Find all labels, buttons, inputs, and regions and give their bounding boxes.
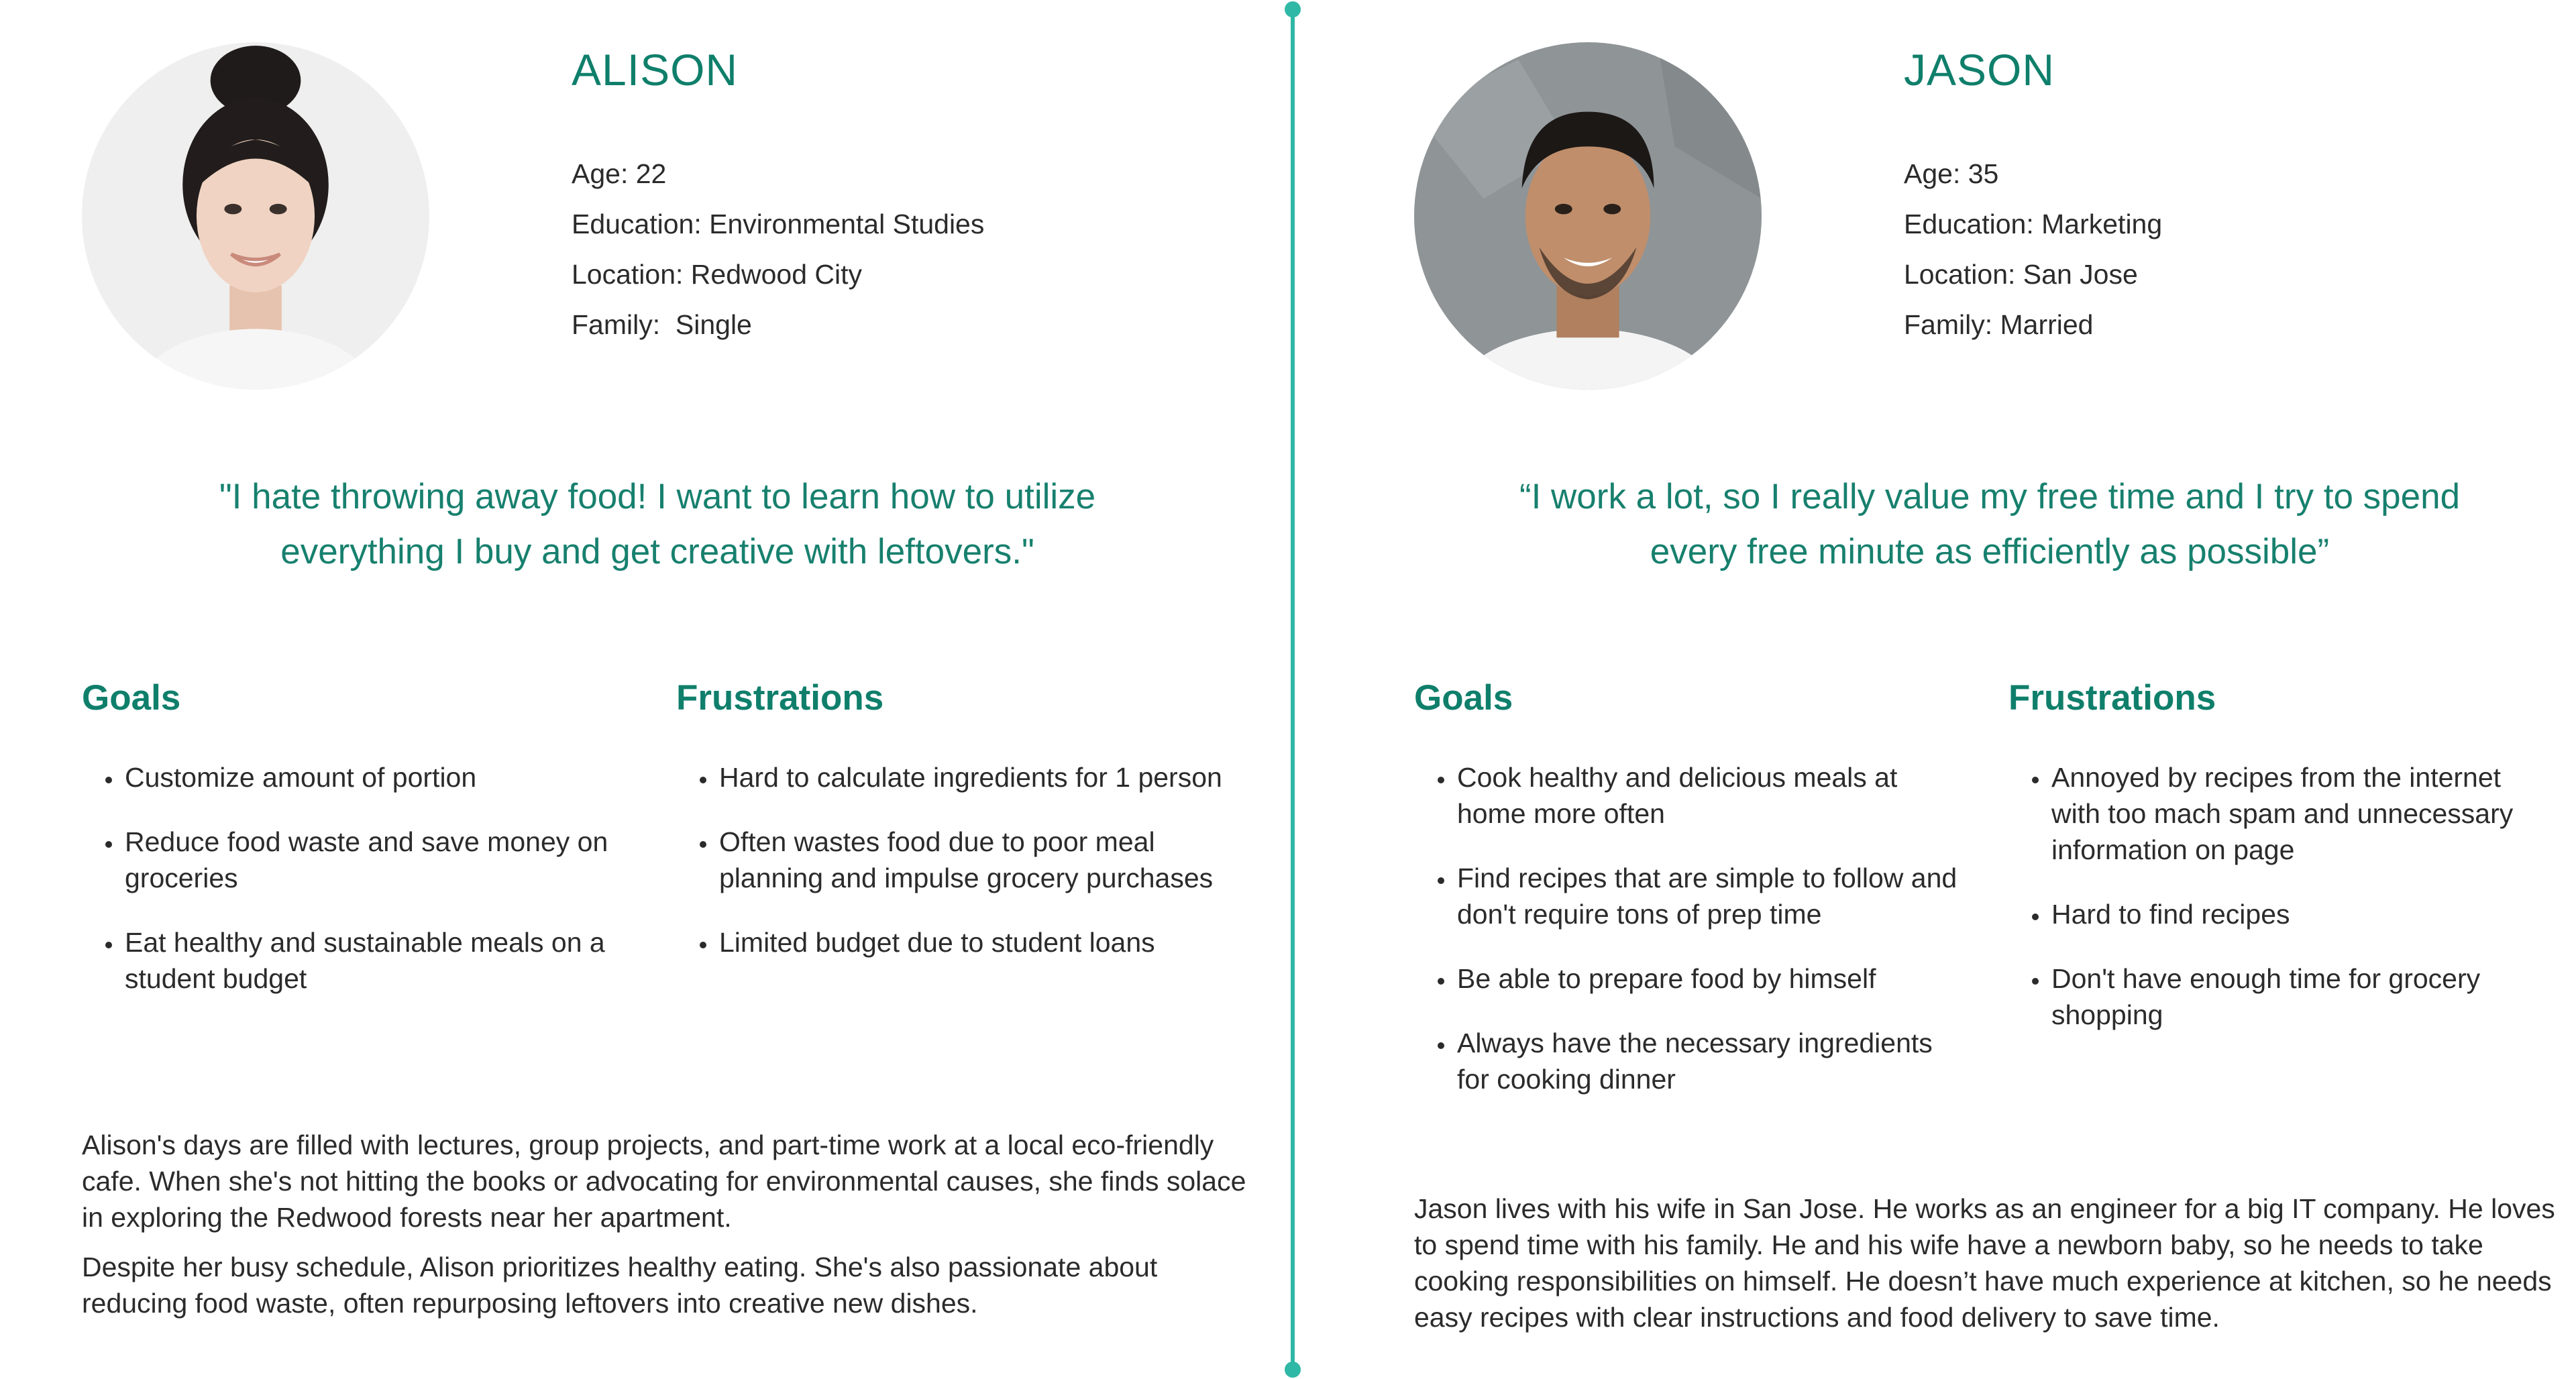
frustrations-heading: Frustrations <box>2008 678 2216 718</box>
persona-card-alison <box>0 0 1248 1379</box>
persona-bio <box>82 1127 1249 1335</box>
info-age: Age: 35 <box>1904 158 1999 189</box>
divider-dot-bottom <box>1285 1362 1301 1378</box>
frustration-item: • Annoyed by recipes from the internet with too mach spam and unnecessary information on page <box>2050 759 2546 868</box>
persona-name: JASON <box>1904 45 2055 95</box>
frustrations-heading: Frustrations <box>676 678 884 718</box>
persona-bio <box>1414 1191 2576 1349</box>
frustration-item: • Don't have enough time for grocery shopping <box>2050 960 2546 1033</box>
frustrations-list <box>2008 759 2546 1061</box>
persona-info <box>1904 149 2162 350</box>
goal-item: • Cook healthy and delicious meals at home more often <box>1456 759 1966 832</box>
goal-item: • Customize amount of portion <box>123 759 647 795</box>
alison-avatar <box>82 42 429 390</box>
bio-paragraph: Alison's days are filled with lectures, group projects, and part-time work at a local eco-friendly cafe. When she's not hitting the books or advocating for environmental causes, she finds solace in exploring the Redwood forests near her apartment. <box>82 1129 1246 1233</box>
man-portrait-icon <box>1414 42 1762 390</box>
persona-quote <box>67 470 1248 580</box>
info-age: Age: 22 <box>572 158 667 189</box>
quote-line-1: "I hate throwing away food! I want to learn how to utilize <box>219 477 1096 516</box>
goal-item: • Reduce food waste and save money on groceries <box>123 824 647 896</box>
info-location: Location: San Jose <box>1904 259 2138 290</box>
goal-item: • Always have the necessary ingredients for cooking dinner <box>1456 1025 1966 1097</box>
goal-item: • Find recipes that are simple to follow and don't require tons of prep time <box>1456 860 1966 932</box>
info-family: Family: Married <box>1904 309 2094 340</box>
quote-line-1: “I work a lot, so I really value my free time and I try to spend <box>1519 477 2461 516</box>
info-education: Education: Marketing <box>1904 209 2163 239</box>
bio-paragraph: Despite her busy schedule, Alison prioritizes healthy eating. She's also passionate about reducing food waste, often repurposing leftovers into creative new dishes. <box>82 1252 1158 1319</box>
goals-list <box>1414 759 1966 1125</box>
divider-dot-top <box>1285 1 1301 17</box>
jason-avatar <box>1414 42 1762 390</box>
info-family: Family: Single <box>572 309 752 340</box>
goals-heading: Goals <box>82 678 181 718</box>
persona-quote <box>1399 470 2576 580</box>
persona-name: ALISON <box>572 45 739 95</box>
frustration-item: • Limited budget due to student loans <box>718 924 1254 960</box>
frustration-item: • Hard to find recipes <box>2050 896 2546 932</box>
center-divider <box>1291 9 1295 1370</box>
goal-item: • Be able to prepare food by himself <box>1456 960 1966 997</box>
info-education: Education: Environmental Studies <box>572 209 985 239</box>
goal-item: • Eat healthy and sustainable meals on a student budget <box>123 924 647 997</box>
quote-line-2: everything I buy and get creative with leftovers." <box>280 532 1034 571</box>
info-location: Location: Redwood City <box>572 259 863 290</box>
quote-line-2: every free minute as efficiently as possible” <box>1650 532 2330 571</box>
bio-paragraph: Jason lives with his wife in San Jose. He works as an engineer for a big IT company. He loves to spend time with his family. He and his wife have a newborn baby, so he needs to take cooking responsibilities on himself. He doesn’t have much experience at kitchen, so he needs easy recipes with clear instructions and food delivery to save time. <box>1414 1193 2555 1333</box>
goals-list <box>82 759 647 1025</box>
persona-card-jason <box>1332 0 2576 1379</box>
frustrations-list <box>676 759 1254 989</box>
goals-heading: Goals <box>1414 678 1513 718</box>
persona-info <box>572 149 984 350</box>
woman-portrait-icon <box>82 42 429 390</box>
frustration-item: • Hard to calculate ingredients for 1 person <box>718 759 1254 795</box>
frustration-item: • Often wastes food due to poor meal planning and impulse grocery purchases <box>718 824 1254 896</box>
